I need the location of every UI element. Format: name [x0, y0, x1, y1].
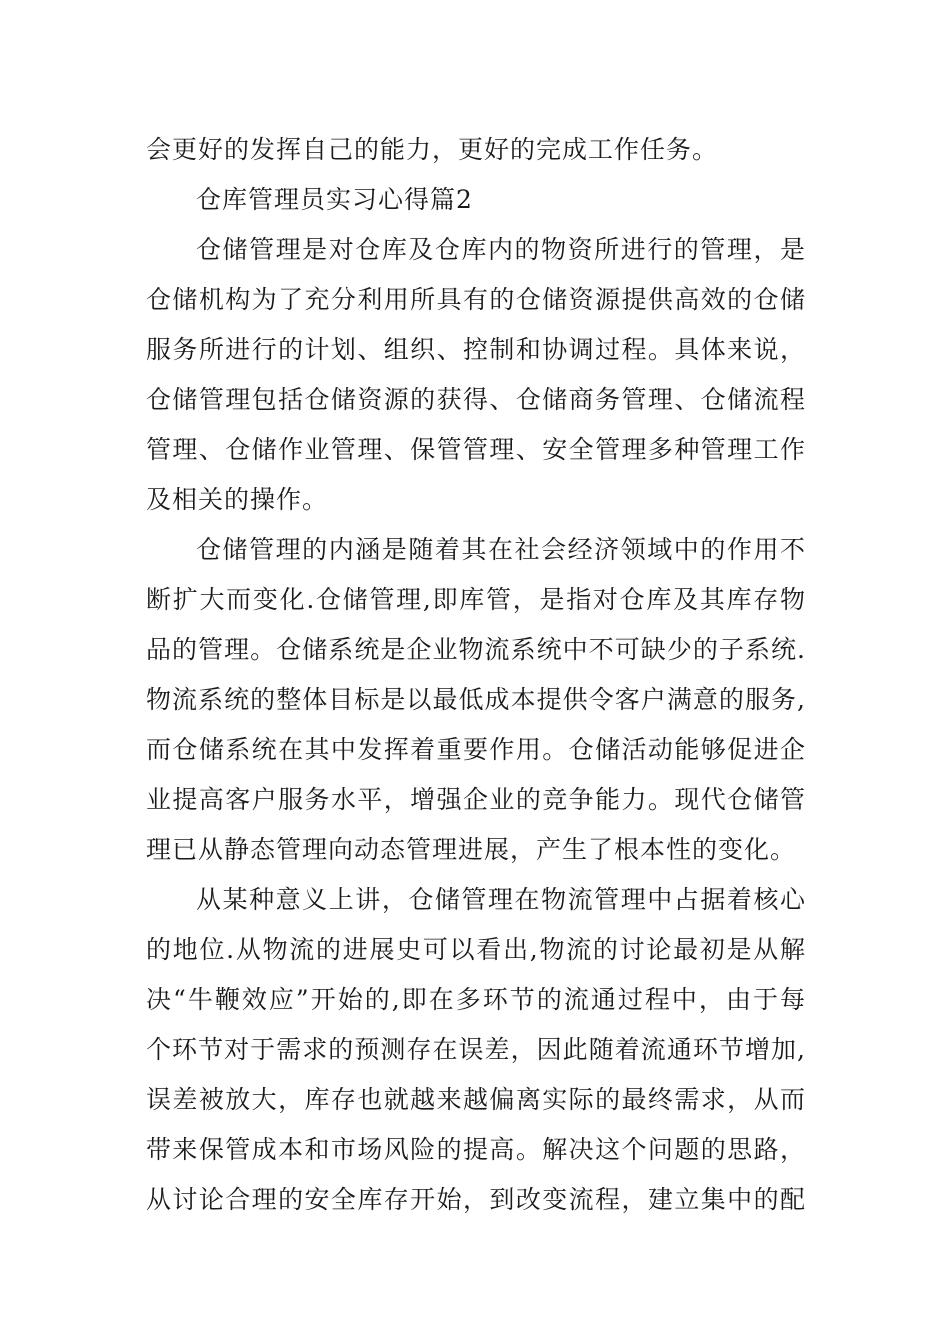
text-line-9: 断扩大而变化.仓储管理,即库管，是指对仓库及其库存物 [146, 585, 806, 614]
text-line-18: 个环节对于需求的预测存在误差，因此随着流通环节增加, [146, 1035, 806, 1064]
text-line-13: 业提高客户服务水平，增强企业的竞争能力。现代仓储管 [146, 785, 806, 814]
text-line-21: 从讨论合理的安全库存开始，到改变流程，建立集中的配 [146, 1185, 806, 1214]
text-line-4: 服务所进行的计划、组织、控制和协调过程。具体来说， [146, 335, 806, 364]
text-line-12: 而仓储系统在其中发挥着重要作用。仓储活动能够促进企 [146, 735, 806, 764]
text-line-20: 带来保管成本和市场风险的提高。解决这个问题的思路， [146, 1135, 806, 1164]
text-line-5: 仓储管理包括仓储资源的获得、仓储商务管理、仓储流程 [146, 385, 806, 414]
text-line-17: 决“牛鞭效应”开始的,即在多环节的流通过程中，由于每 [146, 985, 806, 1014]
text-line-3: 仓储机构为了充分利用所具有的仓储资源提供高效的仓储 [146, 285, 806, 314]
text-line-19: 误差被放大，库存也就越来越偏离实际的最终需求，从而 [146, 1085, 806, 1114]
text-line-6: 管理、仓储作业管理、保管管理、安全管理多种管理工作 [146, 435, 806, 464]
text-line-15: 从某种意义上讲，仓储管理在物流管理中占据着核心 [196, 885, 806, 914]
section-heading: 仓库管理员实习心得篇2 [196, 185, 473, 214]
text-line-8: 仓储管理的内涵是随着其在社会经济领域中的作用不 [196, 535, 806, 564]
text-line-10: 品的管理。仓储系统是企业物流系统中不可缺少的子系统. [146, 635, 806, 664]
text-line-7: 及相关的操作。 [146, 485, 329, 514]
text-line-11: 物流系统的整体目标是以最低成本提供令客户满意的服务, [146, 685, 806, 714]
text-line-16: 的地位.从物流的进展史可以看出,物流的讨论最初是从解 [146, 935, 806, 964]
text-line-2: 仓储管理是对仓库及仓库内的物资所进行的管理，是 [196, 235, 806, 264]
text-line-1: 会更好的发挥自己的能力，更好的完成工作任务。 [146, 135, 719, 164]
text-line-14: 理已从静态管理向动态管理进展，产生了根本性的变化。 [146, 835, 797, 864]
